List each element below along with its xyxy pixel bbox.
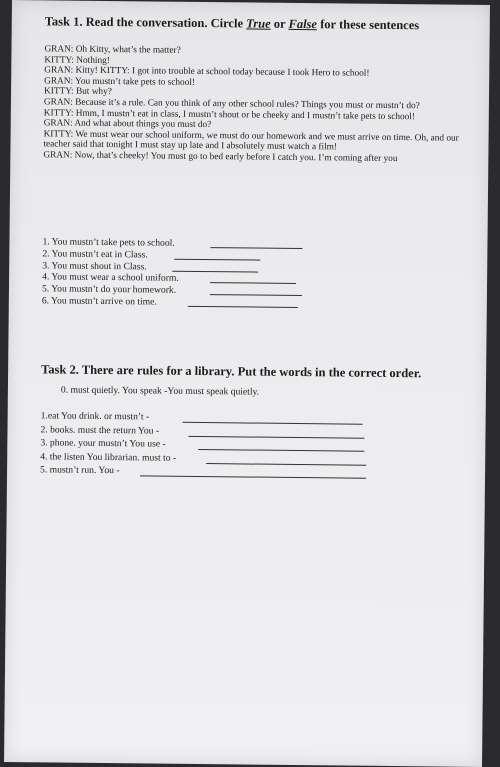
- task1-title: Task 1. Read the conversation. Circle True or False for these sentences: [44, 14, 420, 33]
- statement: 2. You mustn’t eat in Class.: [42, 248, 179, 261]
- task2-title: Task 2. There are rules for a library. Put the words in the correct order.: [41, 362, 422, 381]
- answer-blank[interactable]: [188, 306, 298, 308]
- conversation-line: GRAN: Oh Kitty, what’s the matter?: [44, 44, 181, 56]
- word-order-items: [40, 409, 177, 478]
- statement: 1. You mustn’t take pets to school.: [42, 236, 179, 249]
- true-word: True: [246, 16, 271, 31]
- answer-blank[interactable]: [210, 294, 302, 296]
- conversation-line: KITTY: Nothing!: [44, 54, 110, 66]
- answer-blank[interactable]: [183, 422, 363, 425]
- answer-blank[interactable]: [210, 247, 302, 249]
- worksheet-page: [4, 0, 490, 767]
- conversation-line: GRAN: Because it’s a rule. Can you think of any other school rules? Things you must or mustn’t do?: [43, 97, 420, 112]
- true-false-statements: [42, 236, 179, 308]
- word-order-item: 2. books. must the return You -: [40, 423, 176, 438]
- word-order-item: 5. mustn’t run. You -: [40, 463, 176, 478]
- answer-blank[interactable]: [206, 463, 366, 466]
- conversation-line: GRAN: Kitty! KITTY: I got into trouble at school today because I took Hero to school!: [44, 65, 370, 79]
- word-order-item: 1.eat You drink. or mustn’t -: [41, 409, 177, 424]
- answer-blank[interactable]: [174, 259, 260, 261]
- conversation-line: GRAN: Now, that’s cheeky! You must go to bed early before I catch you. I’m coming after you: [43, 150, 398, 164]
- statement: 6. You mustn’t arrive on time.: [42, 295, 179, 308]
- answer-blank[interactable]: [198, 449, 364, 452]
- task2-example: 0. must quietly. You speak -You must speak quietly.: [60, 384, 260, 398]
- statement: 3. You must shout in Class.: [42, 260, 179, 273]
- conversation-line: KITTY: But why?: [43, 86, 112, 98]
- word-order-item: 4. the listen You librarian. must to -: [40, 450, 176, 465]
- statement: 5. You mustn’t do your homework.: [42, 284, 179, 297]
- answer-blank[interactable]: [172, 270, 258, 272]
- conversation-line: KITTY: Hmm, I mustn’t eat in class, I mustn’t shout or be cheeky and I mustn’t take pets to school!: [43, 107, 416, 122]
- conversation: [43, 44, 484, 165]
- word-order-item: 3. phone. your mustn’t You use -: [40, 436, 176, 451]
- answer-blank[interactable]: [188, 435, 364, 438]
- statement: 4. You must wear a school uniform.: [42, 272, 179, 285]
- conversation-line: KITTY: We must wear our school uniform, we must do our homework and we must arrive on time. Oh, and our teacher said that tonight I must stay up late and I absolutely must watch a film!: [43, 129, 459, 153]
- conversation-line: GRAN: And what about things you must do?: [43, 118, 212, 131]
- false-word: False: [288, 16, 318, 32]
- conversation-line: GRAN: You mustn’t take pets to school!: [44, 76, 196, 88]
- answer-blank[interactable]: [210, 282, 296, 284]
- answer-blank[interactable]: [140, 475, 366, 478]
